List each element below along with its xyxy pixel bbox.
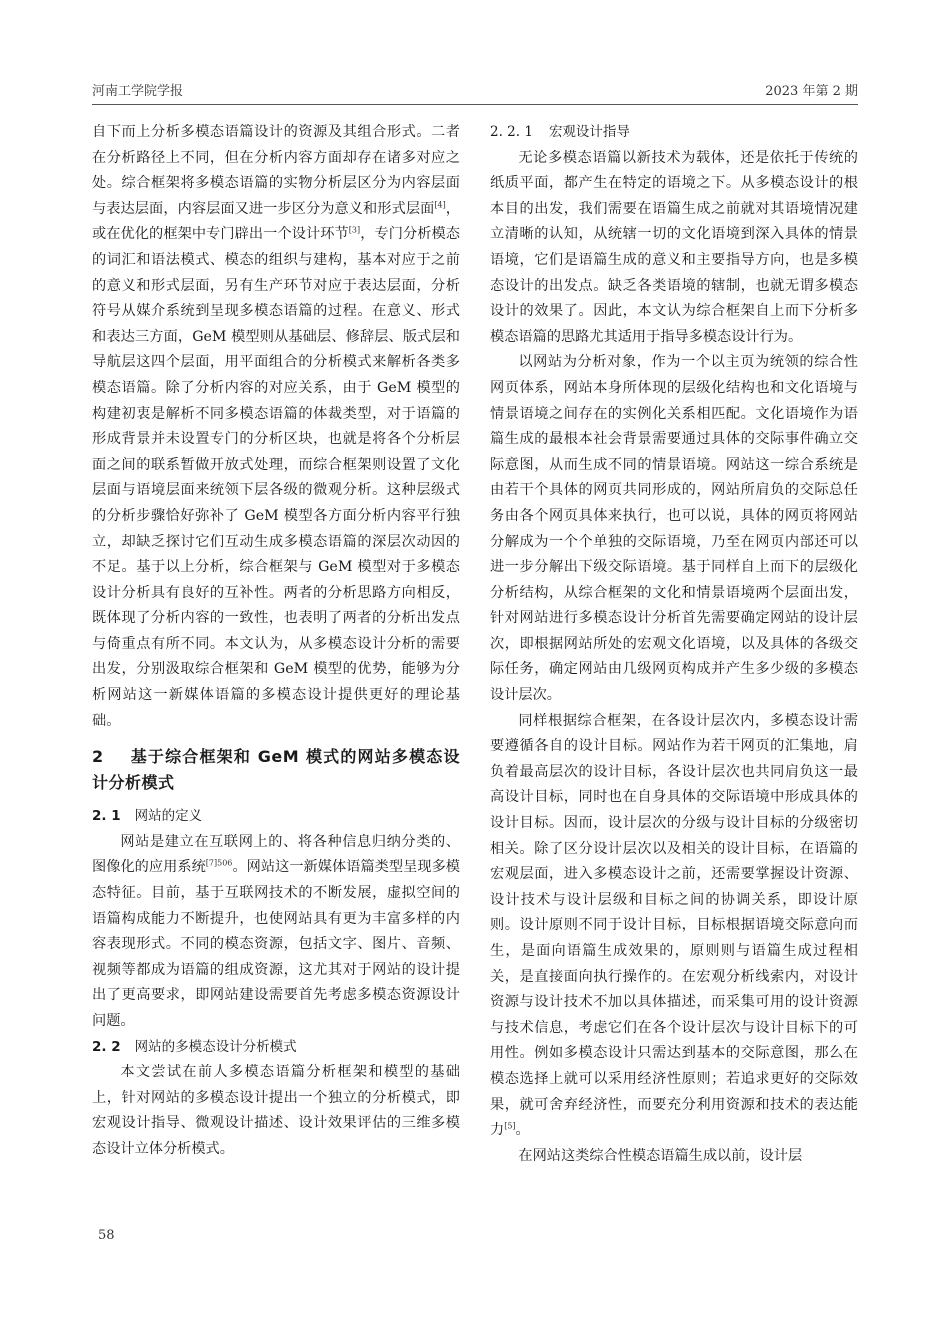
subsection-number: 2. 2 <box>92 1038 121 1055</box>
text-run: 自下而上分析多模态语篇设计的资源及其组合形式。二者在分析路径上不同，但在分析内容方面却存在诸多对应之处。综合框架将多模态语篇的实物分析层区分为内容层面与表达层面，内容层面又进一步区分为意义和形式层面 <box>92 124 460 217</box>
text-run: ，或在优化的框架中专门辟出一个设计环节 <box>92 200 460 243</box>
header-divider <box>92 104 858 105</box>
paragraph: 在网站这类综合性模态语篇生成以前，设计层 <box>518 1147 803 1164</box>
text-run: 同样根据综合框架，在各设计层次内，多模态设计需要遵循各自的设计目标。网站作为若干网页的汇集地，肩负着最高层次的设计目标，各设计层次也共同肩负这一最高设计目标，同时也在自身具体的交际语境中形成具体的设计目标。因而，设计层次的分级与设计目标的分级密切相关。除了区分设计层次以及相关的设计目标，在语篇的宏观层面，进入多模态设计之前，还需要掌握设计资源、设计技术与设计层级和目标之间的协调关系，即设计原则。设计原则不同于设计目标，目标根据语境交际意向而生，是面向语篇生成效果的，原则则与语篇生成过程相关，是直接面向执行操作的。在宏观分析线索内，对设计资源与设计技术不加以具体描述，而采集可用的设计资源与技术信息，考虑它们在各个设计层次与设计目标下的可用性。例如多模态设计只需达到基本的交际意图，那么在模态选择上就可以采用经济性原则；若追求更好的交际效果，就可舍弃经济性，而要充分利用资源和技术的表达能力 <box>490 712 858 1139</box>
text-run: ，专门分析模态的词汇和语法模式、模态的组织与建构，基本对应于之前的意义和形式层面，另有生产环节对应于表达层面，分析符号从媒介系统到呈现多模态语篇的过程。在意义、形式和表达三方面，GeM 模型则从基础层、修辞层、版式层和导航层这四个层面，用平面组合的分析模式来解析各类多模态语篇。除了分析内容的对应关系，由于 GeM 模型的构建初衷是解析不同多模态语篇的体裁类型，对于语篇的形成背景并未设置专门的分析区块，也就是将各个分析层面之间的联系暂做开放式处理，而综合框架则设置了文化层面与语境层面来统领下层各级的微观分析。这种层级式的分析步骤恰好弥补了 GeM 模型各方面分析内容平行独立，却缺乏探讨它们互动生成多模态语篇的深层次动因的不足。基于以上分析，综合框架与 GeM 模型对于多模态设计分析具有良好的互补性。两者的分析思路方向相反，既体现了分析内容的一致性，也表明了两者的分析出发点与倚重点有所不同。本文认为，从多模态设计分析的需要出发，分别汲取综合框架和 GeM 模型的优势，能够为分析网站这一新媒体语篇的多模态设计提供更好的理论基础。 <box>92 226 460 729</box>
paragraph: 以网站为分析对象，作为一个以主页为统领的综合性网页体系，网站本身所体现的层级化结构也和文化语境与情景语境之间存在的实例化关系相匹配。文化语境作为语篇生成的最根本社会背景需要通过具体的交际事件确立交际意图，从而生成不同的情景语境。网站这一综合系统是由若干个具体的网页共同形成的，网站所肩负的交际总任务由各个网页具体来执行，也可以说，具体的网页将网站分解成为一个个单独的交际语境，乃至在网页内部还可以进一步分解出下级交际语境。基于同样自上而下的层级化分析结构，从综合框架的文化和情景语境两个层面出发，针对网站进行多模态设计分析首先需要确定网站的设计层次，即根据网站所处的宏观文化语境，以及具体的各级交际任务，确定网站由几级网页构成并产生多少级的多模态设计层次。 <box>490 354 858 704</box>
citation: [7]506 <box>205 858 233 868</box>
text-run: 。 <box>515 1122 530 1139</box>
paragraph <box>490 709 858 1144</box>
subsection-heading <box>92 1035 460 1061</box>
paragraph <box>92 120 460 734</box>
section-number: 2 <box>92 747 104 767</box>
citation: [4] <box>434 200 446 210</box>
paragraph <box>92 830 460 1035</box>
paragraph: 本文尝试在前人多模态语篇分析框架和模型的基础上，针对网站的多模态设计提出一个独立的分析模式，即宏观设计指导、微观设计描述、设计效果评估的三维多模态设计立体分析模式。 <box>92 1064 460 1157</box>
left-column <box>92 120 460 1163</box>
citation: [5] <box>504 1121 516 1131</box>
section-title: 基于综合框架和 GeM 模式的网站多模态设计分析模式 <box>92 747 460 793</box>
journal-name: 河南工学院学报 <box>92 84 184 99</box>
subsection-number: 2. 1 <box>92 808 121 825</box>
subsubsection-title: 宏观设计指导 <box>548 124 630 140</box>
subsection-heading <box>92 804 460 830</box>
section-heading <box>92 744 460 796</box>
text-run: 。网站这一新媒体语篇类型呈现多模态特征。目前，基于互联网技术的不断发展，虚拟空间的语篇构成能力不断提升，也使网站具有更为丰富多样的内容表现形式。不同的模态资源，包括文字、图片、音频、视频等都成为语篇的组成资源，这尤其对于网站的设计提出了更高要求，即网站建设需要首先考虑多模态资源设计问题。 <box>92 859 460 1029</box>
paragraph: 无论多模态语篇以新技术为载体，还是依托于传统的纸质平面，都产生在特定的语境之下。从多模态设计的根本目的出发，我们需要在语篇生成之前就对其语境情况建立清晰的认知，从统辖一切的文化语境到深入具体的情景语境，它们是语篇生成的意义和主要指导方向，也是多模态设计的出发点。缺乏各类语境的辖制，也就无谓多模态设计的效果了。因此，本文认为综合框架自上而下分析多模态语篇的思路尤其适用于指导多模态设计行为。 <box>490 149 858 345</box>
citation: [3] <box>348 225 361 235</box>
subsection-title: 网站的多模态设计分析模式 <box>134 1038 297 1055</box>
right-column <box>490 120 858 1169</box>
subsection-title: 网站的定义 <box>134 808 203 825</box>
text-run: 网站是建立在互联网上的、将各种信息归纳分类的、图像化的应用系统 <box>92 833 460 876</box>
issue-label: 2023 年第 2 期 <box>765 84 858 99</box>
running-header <box>92 80 858 102</box>
subsubsection-number: 2. 2. 1 <box>490 124 533 140</box>
page-number: 58 <box>98 1228 115 1243</box>
subsubsection-heading <box>490 120 858 146</box>
